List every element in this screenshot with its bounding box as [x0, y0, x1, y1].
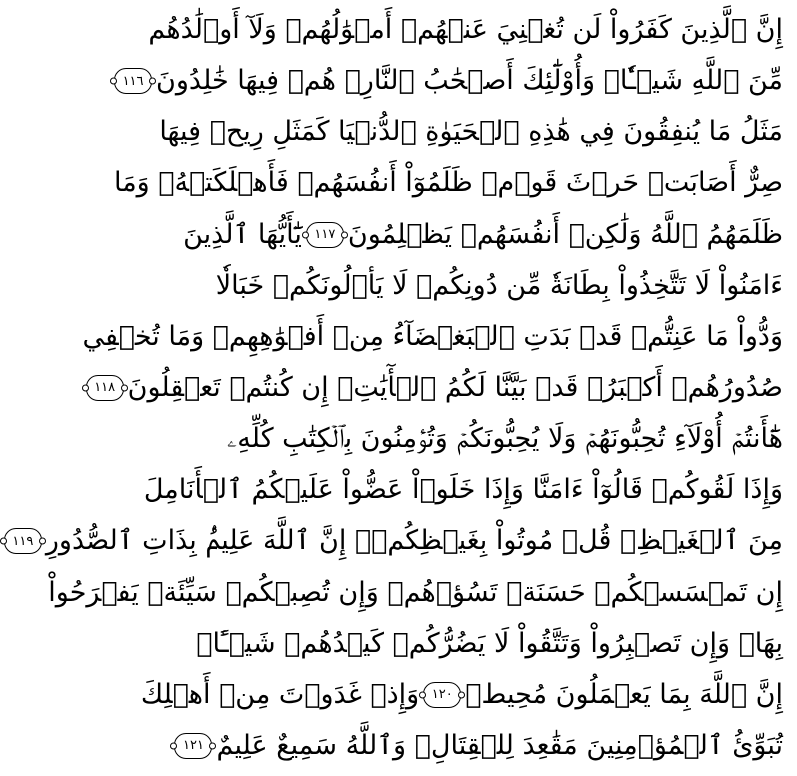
- text-line: [113, 159, 783, 207]
- text-line: [227, 415, 783, 463]
- ayah-number-marker: ١١٨: [86, 375, 124, 401]
- ayah-number-marker: ١٢١: [174, 733, 212, 759]
- verse-text: يَٰٓأَيُّهَا ٱلَّذِينَ: [183, 218, 302, 250]
- verse-text: مِّنَ ٱللَّهِ شَيۡـٔٗاۖ وَأُوْلَٰٓئِكَ أَصۡحَٰبُ ٱلنَّارِۖ هُمۡ فِيهَا خَٰلِدُونَ: [156, 65, 783, 97]
- mushaf-page: [12, 6, 783, 770]
- verse-text: إِنَّ ٱللَّهَ بِمَا يَعۡمَلُونَ مُحِيطٞ: [465, 678, 783, 710]
- text-line: [183, 211, 783, 259]
- verse-text: ءَامَنُواْ لَا تَتَّخِذُواْ بِطَانَةٗ مِّن دُونِكُمۡ لَا يَأۡلُونَكُمۡ خَبَالٗا: [215, 269, 783, 301]
- ayah-number-marker: ١٢٠: [423, 682, 461, 708]
- verse-text: صِرٌّ أَصَابَتۡ حَرۡثَ قَوۡمٖ ظَلَمُوٓاْ أَنفُسَهُمۡ فَأَهۡلَكَتۡهُۚ وَمَا: [113, 167, 783, 199]
- verse-text: مَثَلُ مَا يُنفِقُونَ فِي هَٰذِهِ ٱلۡحَيَوٰةِ ٱلدُّنۡيَا كَمَثَلِ رِيحٖ فِيهَا: [159, 116, 783, 148]
- ayah-number-marker: ١١٩: [4, 528, 42, 554]
- ayah-number-marker: ١١٦: [114, 68, 152, 94]
- text-line: [94, 364, 783, 412]
- text-line: [143, 466, 783, 514]
- verse-text: وَإِذۡ غَدَوۡتَ مِنۡ أَهۡلِكَ: [140, 678, 420, 710]
- verse-text: وَدُّواْ مَا عَنِتُّمۡ قَدۡ بَدَتِ ٱلۡبَغۡضَآءُ مِنۡ أَفۡوَٰهِهِمۡ وَمَا تُخۡفِي: [82, 320, 783, 352]
- verse-text: إِنَّ ٱلَّذِينَ كَفَرُواْ لَن تُغۡنِيَ عَنۡهُمۡ أَمۡوَٰلُهُمۡ وَلَآ أَوۡلَٰدُهُم: [148, 14, 783, 45]
- verse-text: هَٰٓأَنتُمۡ أُوْلَآءِ تُحِبُّونَهُمۡ وَلَا يُحِبُّونَكُمۡ وَتُؤۡمِنُونَ بِٱلۡكِتَٰبِ كُلِّهِۦ: [227, 423, 783, 455]
- text-line: [122, 57, 783, 105]
- text-line: [183, 722, 783, 770]
- text-line: [159, 108, 783, 156]
- text-line: [148, 6, 783, 54]
- ayah-number-marker: ١١٧: [306, 222, 344, 248]
- verse-text: وَإِذَا لَقُوكُمۡ قَالُوٓاْ ءَامَنَّا وَإِذَا خَلَوۡاْ عَضُّواْ عَلَيۡكُمُ ٱلۡأَنَامِلَ: [143, 474, 783, 506]
- verse-text: إِن تَمۡسَسۡكُمۡ حَسَنَةٞ تَسُؤۡهُمۡ وَإِن تُصِبۡكُمۡ سَيِّئَةٞ يَفۡرَحُواْ: [48, 576, 783, 608]
- text-line: [12, 517, 783, 565]
- text-line: [140, 671, 783, 719]
- verse-text: تُبَوِّئُ ٱلۡمُؤۡمِنِينَ مَقَٰعِدَ لِلۡقِتَالِۗ وَٱللَّهُ سَمِيعٌ عَلِيمٌ: [216, 729, 783, 761]
- text-line: [196, 620, 783, 668]
- verse-text: بِهَاۖ وَإِن تَصۡبِرُواْ وَتَتَّقُواْ لَا يَضُرُّكُمۡ كَيۡدُهُمۡ شَيۡـًٔاۗ: [196, 627, 783, 659]
- text-line: [215, 262, 783, 310]
- verse-text: صُدُورُهُمۡ أَكۡبَرُۚ قَدۡ بَيَّنَّا لَكُمُ ٱلۡأٓيَٰتِۖ إِن كُنتُمۡ تَعۡقِلُونَ: [127, 371, 783, 403]
- text-line: [48, 569, 783, 617]
- verse-text: مِنَ ٱلۡغَيۡظِۚ قُلۡ مُوتُواْ بِغَيۡظِكُمۡۗ إِنَّ ٱللَّهَ عَلِيمُۢ بِذَاتِ ٱلصُّدُورِ: [45, 525, 783, 557]
- verse-text: ظَلَمَهُمُ ٱللَّهُ وَلَٰكِنۡ أَنفُسَهُمۡ يَظۡلِمُونَ: [347, 218, 783, 250]
- text-line: [82, 313, 783, 361]
